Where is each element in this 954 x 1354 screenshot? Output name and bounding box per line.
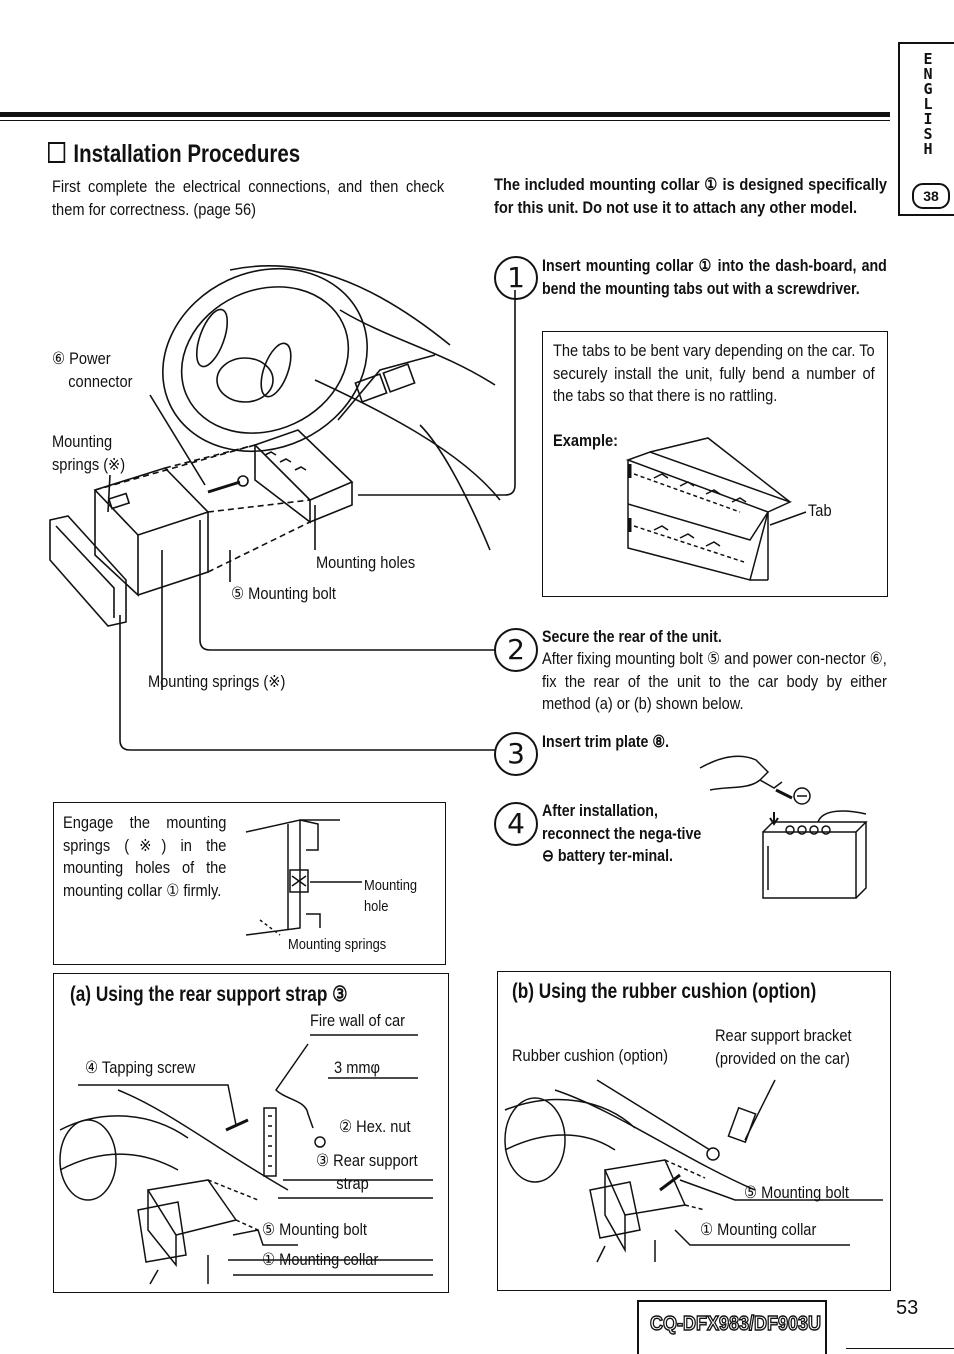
step-4-icon: 4 (494, 802, 538, 846)
step-3-icon: 3 (494, 732, 538, 776)
mounting-holes-label: Mounting holes (316, 553, 416, 572)
method-b-illustration (505, 1070, 885, 1270)
rubber-cushion-label: Rubber cushion (option) (512, 1046, 669, 1065)
section-title: Installation Procedures (48, 140, 300, 169)
battery-terminal-illustration (698, 750, 878, 910)
language-page-badge: 38 (912, 183, 950, 209)
fire-wall-label: Fire wall of car (310, 1011, 406, 1030)
method-a-illustration (58, 1030, 443, 1285)
page-number: 53 (896, 1297, 919, 1319)
rear-support-bracket-label: Rear support bracket (provided on the car) (715, 1026, 852, 1068)
method-a-mounting-bolt-label: ⑤ Mounting bolt (262, 1220, 367, 1239)
method-b-title: (b) Using the rubber cushion (option) (512, 980, 817, 1003)
mounting-springs-top-label: Mounting springs (※) (52, 432, 126, 474)
example-label: Example: (553, 431, 619, 450)
tab-label: Tab (808, 501, 832, 520)
footer-rule (846, 1348, 954, 1349)
rear-support-strap-label: ③ Rear support strap (316, 1151, 418, 1193)
step-2-icon: 2 (494, 628, 538, 672)
mounting-bolt-label: ⑤ Mounting bolt (231, 584, 336, 603)
step-3-title: Insert trim plate ⑧. (542, 733, 670, 751)
step-2-title: Secure the rear of the unit. (542, 628, 722, 646)
diameter-label: 3 mmφ (334, 1058, 381, 1077)
header-rule-thin (0, 120, 890, 121)
installation-main-illustration (40, 250, 520, 770)
tapping-screw-label: ④ Tapping screw (85, 1058, 196, 1077)
title-box-icon (48, 142, 65, 163)
method-b-mounting-collar-label: ① Mounting collar (700, 1220, 817, 1239)
step-1-title: Insert mounting collar ① into the dash-board, and bend the mounting tabs out with a screwdriver. (542, 257, 887, 298)
power-connector-label: ⑥ Power connector (52, 349, 133, 391)
collar-note: The included mounting collar ① is designed specifically for this unit. Do not use it to attach any other model. (494, 175, 888, 217)
engage-springs-text: Engage the mounting springs (※) in the mounting holes of the mounting collar ① firmly. (63, 813, 227, 900)
method-b-mounting-bolt-label: ⑤ Mounting bolt (744, 1183, 849, 1202)
hex-nut-label: ② Hex. nut (339, 1117, 411, 1136)
header-rule (0, 112, 890, 117)
mounting-springs-bottom-label: Mounting springs (※) (148, 672, 286, 691)
step-4-title: After installation, reconnect the nega-tive ⊖ battery ter-minal. (542, 802, 702, 865)
mounting-collar-example-illustration (620, 430, 820, 585)
step-2-body: After fixing mounting bolt ⑤ and power con-nector ⑥, fix the rear of the unit to the car body by either method (a) or (b) shown below. (542, 649, 887, 713)
mounting-hole-detail-illustration (240, 810, 365, 940)
mounting-hole-label: Mounting hole (364, 877, 418, 915)
model-number: CQ-DFX983/DF903U (650, 1313, 822, 1335)
tabs-note-text: The tabs to be bent vary depending on the car. To securely install the unit, fully bend a number of the tabs so that there is no rattling. (553, 341, 875, 405)
method-a-title: (a) Using the rear support strap ③ (70, 983, 348, 1006)
method-a-mounting-collar-label: ① Mounting collar (262, 1250, 379, 1269)
language-tab-label: E N G L I S H (923, 50, 933, 158)
step-1-icon: 1 (494, 256, 538, 300)
intro-text: First complete the electrical connections, and then check them for correctness. (page 56) (52, 177, 445, 219)
engage-mounting-springs-label: Mounting springs (288, 936, 387, 953)
